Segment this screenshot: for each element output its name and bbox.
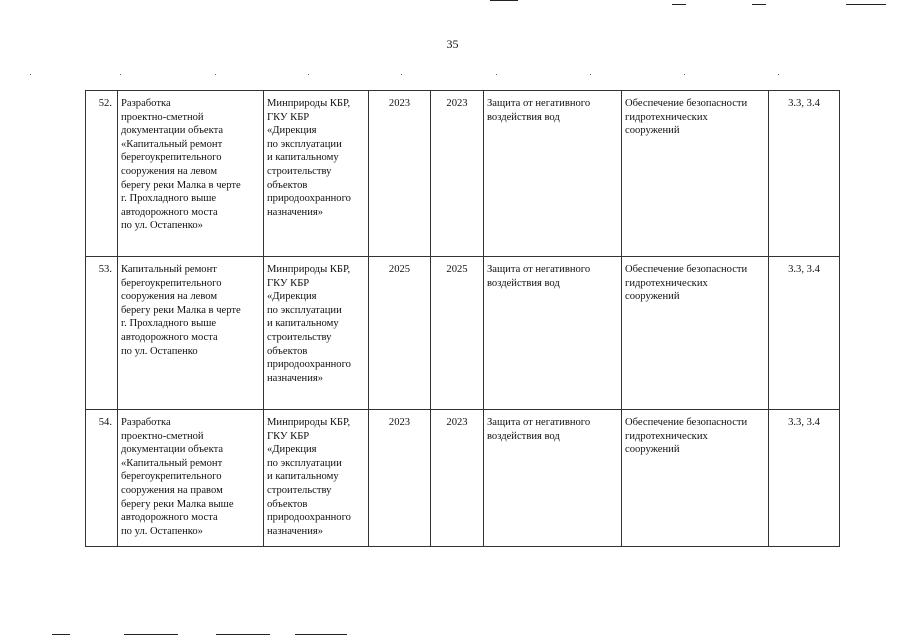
row-number: 53. bbox=[86, 257, 118, 410]
scan-dot bbox=[684, 74, 685, 75]
executor-cell: Минприроды КБР, ГКУ КБР «Дирекция по эксплуатации и капитальному строительству объектов природоохранного назначения» bbox=[264, 91, 369, 257]
reference-cell: 3.3, 3.4 bbox=[769, 257, 840, 410]
reference-cell: 3.3, 3.4 bbox=[769, 91, 840, 257]
goal-cell: Защита от негативного воздействия вод bbox=[484, 257, 622, 410]
page-number: 35 bbox=[446, 37, 459, 51]
scan-mark-bottom-4 bbox=[295, 634, 347, 635]
end-year-cell: 2023 bbox=[431, 91, 484, 257]
start-year-cell: 2023 bbox=[369, 91, 431, 257]
scan-dot bbox=[401, 74, 402, 75]
end-year-cell: 2025 bbox=[431, 257, 484, 410]
start-year-cell: 2023 bbox=[369, 410, 431, 547]
executor-cell: Минприроды КБР, ГКУ КБР «Дирекция по эксплуатации и капитальному строительству объектов природоохранного назначения» bbox=[264, 257, 369, 410]
event-cell: Капитальный ремонт берегоукрепительного сооружения на левом берегу реки Малка в черте г. Прохладного выше автодорожного моста по ул. Остапенко bbox=[118, 257, 264, 410]
row-number: 52. bbox=[86, 91, 118, 257]
scan-mark-bottom-2 bbox=[124, 634, 178, 635]
scan-mark-bottom-1 bbox=[52, 634, 70, 635]
scan-mark-top-3 bbox=[752, 4, 766, 5]
table-row bbox=[86, 91, 840, 257]
scan-dot bbox=[120, 74, 121, 75]
scan-dot bbox=[215, 74, 216, 75]
scan-dot bbox=[778, 74, 779, 75]
scan-mark-top-1 bbox=[490, 0, 518, 1]
scan-mark-top-2 bbox=[672, 4, 686, 5]
result-cell: Обеспечение безопасности гидротехнических сооружений bbox=[622, 257, 769, 410]
scan-dot bbox=[496, 74, 497, 75]
scan-dot bbox=[590, 74, 591, 75]
end-year-cell: 2023 bbox=[431, 410, 484, 547]
scan-dot bbox=[308, 74, 309, 75]
executor-cell: Минприроды КБР, ГКУ КБР «Дирекция по эксплуатации и капитальному строительству объектов природоохранного назначения» bbox=[264, 410, 369, 547]
table-row bbox=[86, 257, 840, 410]
measures-table bbox=[85, 90, 840, 547]
start-year-cell: 2025 bbox=[369, 257, 431, 410]
reference-cell: 3.3, 3.4 bbox=[769, 410, 840, 547]
scan-dot bbox=[30, 74, 31, 75]
row-number: 54. bbox=[86, 410, 118, 547]
event-cell: Разработка проектно-сметной документации объекта «Капитальный ремонт берегоукрепительного сооружения на правом берегу реки Малка выше автодорожного моста по ул. Остапенко» bbox=[118, 410, 264, 547]
goal-cell: Защита от негативного воздействия вод bbox=[484, 410, 622, 547]
table-row bbox=[86, 410, 840, 547]
result-cell: Обеспечение безопасности гидротехнических сооружений bbox=[622, 410, 769, 547]
scan-mark-top-4 bbox=[846, 4, 886, 5]
goal-cell: Защита от негативного воздействия вод bbox=[484, 91, 622, 257]
event-cell: Разработка проектно-сметной документации объекта «Капитальный ремонт берегоукрепительного сооружения на левом берегу реки Малка в черте г. Прохладного выше автодорожного моста по ул. Остапенко» bbox=[118, 91, 264, 257]
result-cell: Обеспечение безопасности гидротехнических сооружений bbox=[622, 91, 769, 257]
scan-mark-bottom-3 bbox=[216, 634, 270, 635]
